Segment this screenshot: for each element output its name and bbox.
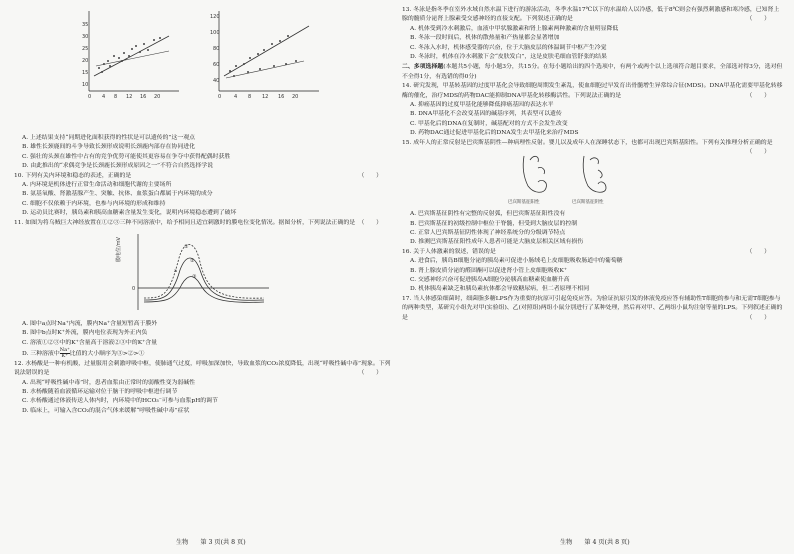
q14-option-b: B. DNA甲基化不会改变基因的碱基序列，其表型可以遗传 [410, 111, 562, 118]
q16-option-c: C. 交感神经兴奋可促进胰岛A细胞分泌胰高血糖素使血糖升高 [410, 276, 570, 283]
q15-option-b: B. 巴宾斯基征的初级控制中枢位于脊髓，但受到大脑皮层的控制 [410, 220, 578, 227]
q15-figure [402, 148, 784, 210]
svg-text:25: 25 [82, 46, 89, 52]
q10-option-a: A. 内环境是机体进行正常生命活动和细胞代谢的主要场所 [22, 182, 172, 189]
svg-text:10: 10 [82, 82, 89, 88]
q16-option-d: D. 机体胰岛素缺乏和胰岛素抗体都会导致糖尿病，但二者原理不相同 [410, 286, 590, 293]
q10-option-d: D. 运动员比赛时，胰岛素和胰高血糖素含量发生变化，说明内环境稳态遭到了破坏 [22, 210, 237, 217]
footer-left-page: 第 3 页(共 8 页) [200, 539, 246, 546]
q11-option-c: C. 溶液①②③中的K⁺含量高于溶液②③中的K⁺含量 [22, 339, 157, 346]
q17-stem-text: 17. 当人体感染细菌时，细菌脂多糖LPS作为重要的抗原可引起免疫应答。为验证抗原引发的体液免疫应答有辅助性T细胞的参与和无需T细胞参与的两种类型，某研究小组先对甲(实验组)、乙(对照组)两组小鼠分别进行了某种处理，然后再对甲、乙两组小鼠均注射等量的LPS。下列叙述正确的是 [402, 295, 783, 321]
q11-curve-label-1: ① [184, 244, 189, 251]
q15-stem-text: 15. 成年人的正常反射是巴宾斯基阴性—种病理性反射。婴儿以及成年人在深睡状态下，也都可出现巴宾斯基阳性。下列有关推理分析正确的是 [402, 139, 773, 146]
q10-option-c: C. 细胞不仅依赖于内环境，也参与内环境的形成和维持 [22, 200, 166, 207]
q11-ylabel: 膜电位/mV [116, 237, 122, 263]
q11-option-d-head: D. 三种溶液中 [22, 351, 60, 358]
foot-reflex-diagram [494, 148, 684, 208]
q9-option-d: D. 由此推出的“求偶竞争是长颈鹿长颈形成原因之一”不符合自然选择学说 [22, 163, 213, 170]
q9-option-c: C. 强壮的头颈在雄性中占有的竞争优势可能使其更容易在争夺中获得配偶时获胜 [22, 153, 231, 160]
q11-stem [14, 219, 396, 228]
svg-text:8: 8 [114, 94, 118, 100]
q11-point-label: a [174, 268, 177, 275]
q11-curve-label-3: ③ [192, 274, 197, 281]
q11-stem-text: 11. 如图为将乌贼巨大神经放置在①②③三种不同溶液中，给予相同且适宜刺激时的膜电位变化情况。据图分析，下列说法正确的是 [14, 219, 356, 226]
scatter-plot-2 [204, 6, 324, 101]
q16-option-a: A. 进食后，胰岛B细胞分泌的胰岛素可促进小肠绒毛上皮细胞吸收肠道中的葡萄糖 [410, 258, 623, 265]
q10-stem-text: 10. 下列有关内环境和稳态的表述，正确的是 [14, 172, 132, 179]
q14-option-a: A. 抑癌基因的过度甲基化能够降低抑癌基因的表达水平 [410, 102, 554, 109]
q12-option-b: B. 水杨酸随着血液循环运输对位于脑干的呼吸中枢进行调节 [22, 388, 178, 395]
q9-option-b: B. 雄性长颈鹿间的斗争导致长颈形成说明长颈鹿内部存在协同进化 [22, 144, 196, 151]
q13-option-d: D. 冬泳时，机体在冷水刺激下会“皮肤发白”，这是皮肤毛细血管舒张的结果 [410, 54, 607, 61]
q12-stem-text: 12. 水杨酸是一种有机酸，过量服用会刺激呼吸中枢，使肺通气过度，呼吸加深加快，导致血浆的CO₂浓度降低，出现“呼吸性碱中毒”现象。下列说法错误的是 [14, 360, 391, 377]
svg-text:40: 40 [213, 78, 220, 84]
q11-paren: （ ） [358, 219, 382, 226]
q11-option-a: A. 图中a点时Na⁺内流，膜内Na⁺含量短暂高于膜外 [22, 321, 158, 328]
q13-option-c: C. 冬泳入水时，机体感受器的兴奋，位于大脑皮层的体温调节中枢产生冷觉 [410, 44, 607, 51]
svg-text:4: 4 [234, 94, 238, 100]
q11-fraction [60, 348, 70, 359]
q11-figure [14, 228, 396, 320]
q13-stem-text: 13. 冬泳是指冬季在室外水域自然水温下进行的游泳活动，冬季水温17℃以下的水温给人以冷感，低于8℃则会有强烈刺激感和寒冷感，已知肾上腺的髓质分泌肾上腺素受交感神经的直接支配。下列叙述正确的是 [402, 7, 780, 23]
section-2-header [402, 62, 784, 82]
q12-option-a: A. 出现“呼吸性碱中毒”时，患者血浆由正常时的弱酸性变为弱碱性 [22, 379, 196, 386]
q11-frac-num: Na⁺ [59, 347, 70, 354]
footer-right-subject: 生物 [560, 539, 573, 546]
svg-text:0: 0 [88, 94, 92, 100]
svg-text:20: 20 [154, 94, 161, 100]
svg-text:4: 4 [102, 94, 106, 100]
q13-option-a: A. 机体受到冷水刺激后，血液中甲状腺激素和肾上腺素两种激素的含量明显降低 [410, 25, 619, 32]
left-column [14, 6, 396, 416]
q15-paren: （ ） [746, 149, 770, 156]
q12-option-d: D. 临床上，可输入含CO₂的混合气体来缓解“呼吸性碱中毒”症状 [22, 407, 190, 414]
q11-curve-label-2: ② [190, 258, 195, 265]
footer-left-subject: 生物 [176, 539, 189, 546]
q14-stem [402, 82, 784, 101]
svg-text:16: 16 [278, 94, 285, 100]
section-2-title: 二、多项选择题 [402, 63, 444, 71]
q12-paren: （ ） [358, 370, 382, 377]
footer-right-page: 第 4 页(共 8 页) [584, 539, 630, 546]
q17-paren: （ ） [746, 314, 770, 321]
section-2-desc: (本题共5小题，每小题3分，共15分。在每小题给出的四个选项中，有两个或两个以上选项符合题目要求，全部选对得3分，选对但不全得1分，有选错的得0分) [402, 64, 783, 80]
q11-option-b: B. 图中b点时K⁺外流，膜内电位表现为外正内负 [22, 330, 148, 337]
q10-option-b: B. 氨基氧酸、肾激基腺产生、突触、抗体、血浆蛋白都属于内环境的成分 [22, 191, 213, 198]
q14-stem-text: 14. 研究发现，甲基转基因的过度甲基化会导致细胞周期发生紊乱，使血细胞过早发育出骨髓增生异常综合征(MDS)。DNA甲基化需要甲基化转移酶的催化，治疗MDS的药物DAC能抑制DNA甲基化转移酶活性。下列说法正确的是 [402, 83, 783, 99]
scatter-plot-1 [74, 6, 184, 101]
q12-stem [14, 360, 396, 379]
svg-text:15: 15 [82, 70, 89, 76]
q14-paren: （ ） [746, 92, 770, 99]
q17-stem [402, 295, 784, 323]
footer-left [176, 537, 256, 546]
svg-text:20: 20 [82, 58, 89, 64]
svg-text:80: 80 [213, 46, 220, 52]
svg-text:120: 120 [210, 14, 220, 20]
q13-option-b: B. 冬泳一段时间后，机体的散热量和产热量都会显著增加 [410, 35, 560, 42]
q15-option-a: A. 巴宾斯基征阴性有完整的反射弧，但巴宾斯基征阳性没有 [410, 211, 566, 218]
q14-option-c: C. 甲基化后的DNA在复制时，碱基配对的方式不会发生改变 [410, 120, 568, 127]
svg-text:30: 30 [82, 34, 89, 40]
q16-option-b: B. 肾上腺皮质分泌的醛固酮可以促进肾小管上皮细胞吸收K⁺ [410, 267, 567, 274]
q10-stem [14, 172, 396, 181]
svg-text:12: 12 [262, 94, 269, 100]
svg-text:60: 60 [213, 62, 220, 68]
membrane-potential-graph [116, 228, 274, 316]
q13-stem [402, 6, 784, 25]
q11-option-d [14, 348, 396, 359]
svg-text:8: 8 [248, 94, 252, 100]
q15-stem [402, 139, 784, 156]
svg-text:0: 0 [132, 286, 136, 293]
q15-option-c: C. 正常人巴宾斯基征阴性体现了神经系统分的分级调节特点 [410, 229, 566, 236]
svg-text:12: 12 [126, 94, 133, 100]
q14-option-d: D. 药物DAC通过促进甲基化后的DNA发生去甲基化来治疗MDS [410, 130, 579, 137]
q12-option-c: C. 水杨酸通过体液传送人体内时，内环境中的HCO₃⁻可参与血浆pH的调节 [22, 398, 218, 405]
svg-text:35: 35 [82, 22, 89, 28]
q11-frac-den: K⁺ [61, 353, 68, 360]
right-column [402, 6, 784, 323]
q15-option-d: D. 推测巴宾斯基征阳性成年人患者可能是大脑皮层相关区域有损伤 [410, 239, 584, 246]
q13-paren: （ ） [746, 16, 770, 23]
svg-text:0: 0 [218, 94, 222, 100]
svg-text:20: 20 [292, 94, 299, 100]
q15-caption-a: 巴宾斯基征阳性 [508, 200, 540, 206]
q16-stem-text: 16. 关于人体激素的叙述，错误的是 [402, 248, 496, 255]
q16-stem [402, 248, 784, 257]
footer-right [560, 537, 640, 546]
svg-text:16: 16 [140, 94, 147, 100]
q15-caption-b: 巴宾斯基征阴性 [572, 200, 604, 206]
q9-figures [14, 6, 396, 134]
q10-paren: （ ） [358, 172, 382, 179]
q9-option-a: A. 上述结果支持“同期进化面积获得的性状是可以遗传的”这一观点 [22, 135, 196, 141]
q11-option-d-tail: 比值的大小顺序为③>②>① [69, 351, 145, 358]
q16-paren: （ ） [746, 248, 770, 255]
svg-text:100: 100 [210, 30, 220, 36]
